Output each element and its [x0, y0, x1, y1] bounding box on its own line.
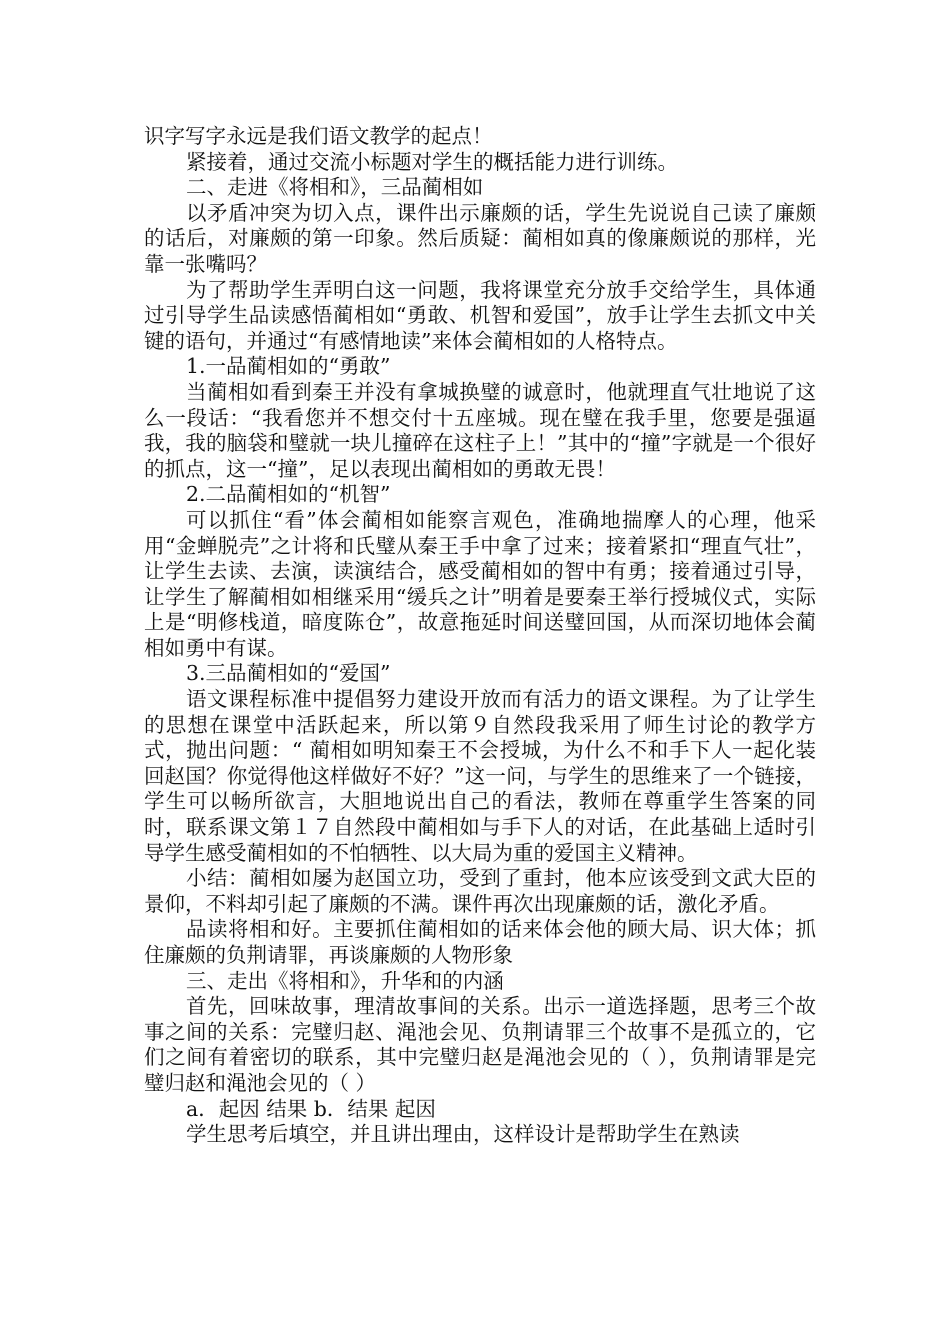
paragraph: 语文课程标准中提倡努力建设开放而有活力的语文课程。为了让学生的思想在课堂中活跃起来，所以第９自然段我采用了师生讨论的教学方式，抛出问题：“ 蔺相如明知秦王不会授城，为什么不和手下人一起化装回赵国？你觉得他这样做好不好？”这一问，与学生的思维来了一个链接，学生可以畅所欲言，大胆地说出自己的看法，教师在尊重学生答案的同时，联系课文第１７自然段中蔺相如与手下人的对话，在此基础上适时引导学生感受蔺相如的不怕牺牲、以大局为重的爱国主义精神。	[144, 687, 816, 865]
answer-options: a．起因 结果 b．结果 起因	[186, 1096, 436, 1121]
document-page	[144, 124, 816, 1148]
paragraph: 紧接着，通过交流小标题对学生的概括能力进行训练。	[186, 149, 678, 174]
paragraph: 小结：蔺相如屡为赵国立功，受到了重封，他本应该受到文武大臣的景仰，不料却引起了廉颇的不满。课件再次出现廉颇的话，激化矛盾。	[144, 866, 816, 916]
paragraph: 以矛盾冲突为切入点，课件出示廉颇的话，学生先说说自己读了廉颇的话后，对廉颇的第一印象。然后质疑：蔺相如真的像廉颇说的那样，光靠一张嘴吗？	[144, 200, 816, 276]
subsection-heading: 3.三品蔺相如的“爱国”	[186, 661, 391, 686]
paragraph: 品读将相和好。主要抓住蔺相如的话来体会他的顾大局、识大体；抓住廉颇的负荆请罪，再谈廉颇的人物形象	[144, 917, 816, 967]
paragraph: 当蔺相如看到秦王并没有拿城换璧的诚意时，他就理直气壮地说了这么一段话：“我看您并不想交付十五座城。现在璧在我手里，您要是强逼我，我的脑袋和璧就一块儿撞碎在这柱子上！”其中的“撞”字就是一个很好的抓点，这一“撞”，足以表现出蔺相如的勇敢无畏！	[144, 379, 816, 481]
subsection-heading: 2.二品蔺相如的“机智”	[186, 482, 391, 507]
paragraph: 首先，回味故事，理清故事间的关系。出示一道选择题，思考三个故事之间的关系：完璧归赵、渑池会见、负荆请罪三个故事不是孤立的，它们之间有着密切的联系，其中完璧归赵是渑池会见的（ ），负荆请罪是完璧归赵和渑池会见的（ ）	[144, 994, 816, 1095]
paragraph: 学生思考后填空，并且讲出理由，这样设计是帮助学生在熟读	[186, 1122, 740, 1147]
section-heading: 二、走进《将相和》，三品蔺相如	[186, 175, 484, 200]
paragraph: 可以抓住“看”体会蔺相如能察言观色，准确地揣摩人的心理，他采用“金蝉脱壳”之计将和氏璧从秦王手中拿了过来；接着紧扣“理直气壮”，让学生去读、去演，读演结合，感受蔺相如的智中有勇；接着通过引导，让学生了解蔺相如相继采用“缓兵之计”明着是要秦王举行授城仪式，实际上是“明修栈道，暗度陈仓”，故意拖延时间送璧回国，从而深切地体会蔺相如勇中有谋。	[144, 507, 816, 660]
subsection-heading: 1.一品蔺相如的“勇敢”	[186, 354, 391, 379]
paragraph: 识字写字永远是我们语文教学的起点！	[144, 124, 493, 148]
section-heading: 三、走出《将相和》，升华和的内涵	[186, 968, 504, 993]
paragraph: 为了帮助学生弄明白这一问题，我将课堂充分放手交给学生，具体通过引导学生品读感悟蔺相如“勇敢、机智和爱国”，放手让学生去抓文中关键的语句，并通过“有感情地读”来体会蔺相如的人格特点。	[144, 277, 816, 353]
